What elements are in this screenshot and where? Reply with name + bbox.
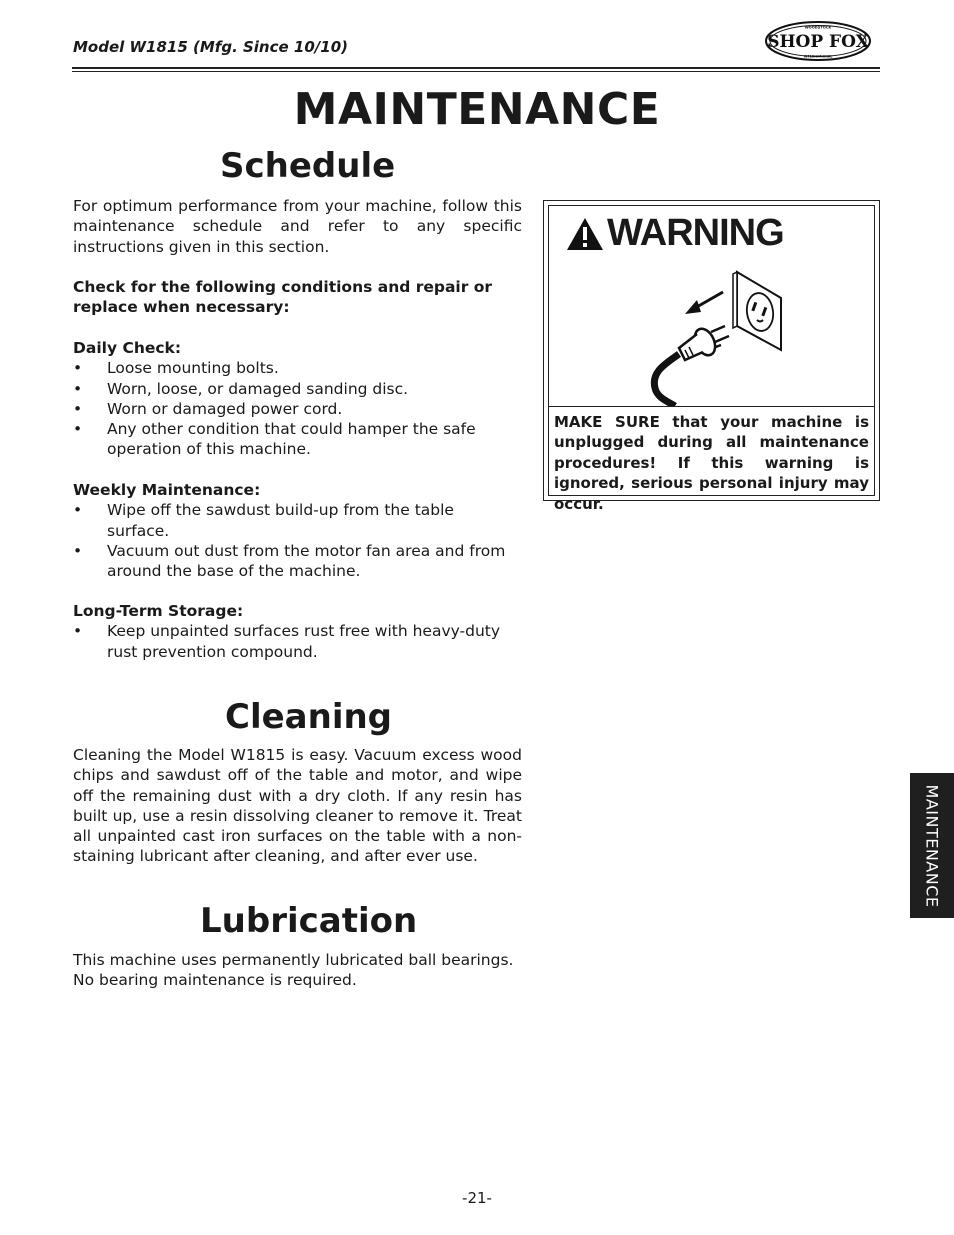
list-item: • Keep unpainted surfaces rust free with heavy-duty rust prevention compound. xyxy=(73,621,522,662)
warning-inner-frame xyxy=(548,205,875,513)
page-title: MAINTENANCE xyxy=(293,84,661,135)
shop-fox-logo xyxy=(764,20,872,62)
logo-small-top: WOODSTOCK xyxy=(804,25,832,30)
logo-small-bottom: INTERNATIONAL xyxy=(803,54,833,59)
daily-check-section xyxy=(73,338,522,460)
lubrication-line-2: No bearing maintenance is required. xyxy=(73,971,357,990)
side-tab-label: MAINTENANCE xyxy=(922,784,942,907)
schedule-intro: For optimum performance from your machine, follow this maintenance schedule and refer to any specific instructions given in this section. xyxy=(73,197,522,256)
logo-text: SHOP FOX xyxy=(767,32,869,52)
header-rule-thin xyxy=(72,71,880,72)
section-side-tab xyxy=(910,773,954,918)
page-number: -21- xyxy=(462,1189,492,1207)
warning-triangle-icon xyxy=(565,216,605,252)
check-note: Check for the following conditions and repair or replace when necessary: xyxy=(73,278,493,317)
lubrication-heading: Lubrication xyxy=(200,901,418,941)
daily-check-title: Daily Check: xyxy=(73,339,182,357)
cleaning-text: Cleaning the Model W1815 is easy. Vacuum excess wood chips and sawdust off of the table and motor, and wipe off the remaining dust with a dry cloth. If any resin has built up, use a resin dissolving cleaner to remove it. Treat all unpainted cast iron surfaces on the table with a non-staining lubricant after cleaning, and after ever use. xyxy=(73,746,522,866)
list-item: • Any other condition that could hamper the safe operation of this machine. xyxy=(73,419,522,460)
list-item: • Worn or damaged power cord. xyxy=(73,399,522,419)
warning-box xyxy=(543,200,880,513)
header-model: Model W1815 (Mfg. Since 10/10) xyxy=(73,38,348,56)
schedule-heading: Schedule xyxy=(220,146,396,186)
weekly-maintenance-list xyxy=(73,500,522,581)
weekly-maintenance-title: Weekly Maintenance: xyxy=(73,481,261,499)
unplug-cord-icon xyxy=(645,264,785,406)
warning-divider xyxy=(549,406,874,407)
warning-title: WARNING xyxy=(607,212,784,254)
header-rule xyxy=(72,67,880,69)
lubrication-line-1: This machine uses permanently lubricated ball bearings. xyxy=(73,951,514,969)
list-item: • Worn, loose, or damaged sanding disc. xyxy=(73,379,522,399)
cleaning-heading: Cleaning xyxy=(225,697,393,737)
long-term-storage-list xyxy=(73,621,522,662)
list-item: • Wipe off the sawdust build-up from the table surface. xyxy=(73,500,522,541)
long-term-storage-section xyxy=(73,601,522,662)
weekly-maintenance-section xyxy=(73,480,522,581)
list-item: • Vacuum out dust from the motor fan area and from around the base of the machine. xyxy=(73,541,522,582)
long-term-storage-title: Long-Term Storage: xyxy=(73,602,244,620)
warning-text: MAKE SURE that your machine is unplugged during all maintenance procedures! If this warning is ignored, serious personal injury may occur. xyxy=(554,413,869,513)
list-item: • Loose mounting bolts. xyxy=(73,358,522,378)
daily-check-list xyxy=(73,358,522,459)
lubrication-text xyxy=(73,950,522,991)
